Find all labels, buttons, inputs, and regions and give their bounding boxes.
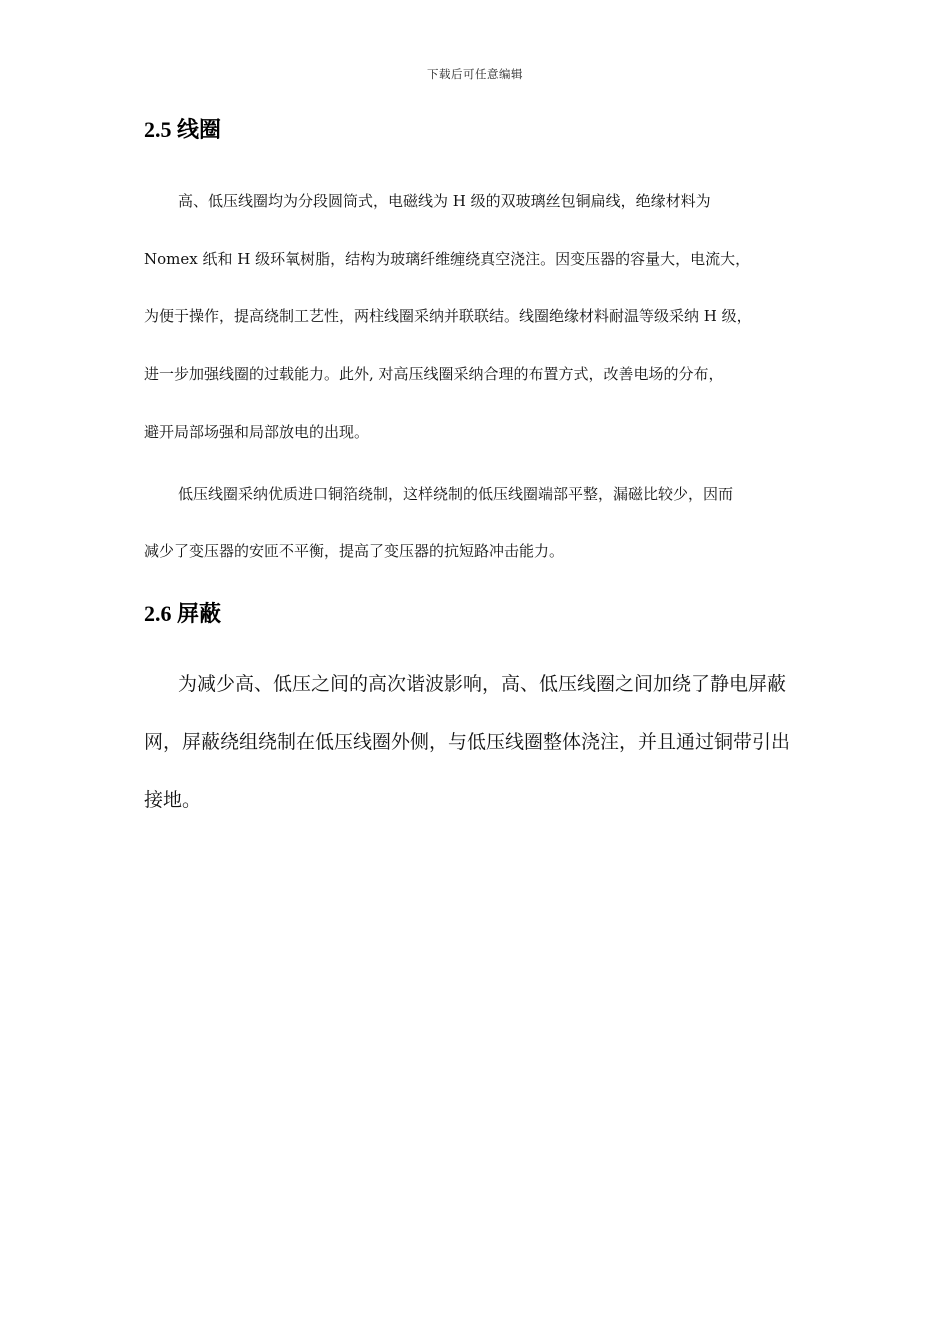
paragraph-line: 接地。 [144,789,202,811]
section-heading-coils: 2.5 线圈 [144,117,222,142]
paragraph-line: 避开局部场强和局部放电的出现。 [144,423,370,441]
paragraph-line: Nomex 纸和 H 级环氧树脂，结构为玻璃纤维缠绕真空浇注。因变压器的容量大，电流大， [144,250,751,268]
section-heading-shielding: 2.6 屏蔽 [144,601,222,626]
paragraph-line: 为便于操作，提高绕制工艺性，两柱线圈采纳并联联结。线圈绝缘材料耐温等级采纳 H 级， [144,307,752,325]
paragraph-line: 高、低压线圈均为分段圆筒式，电磁线为 H 级的双玻璃丝包铜扁线，绝缘材料为 [178,192,711,210]
paragraph-line: 为减少高、低压之间的高次谐波影响，高、低压线圈之间加绕了静电屏蔽 [178,673,787,695]
paragraph-line: 网，屏蔽绕组绕制在低压线圈外侧，与低压线圈整体浇注，并且通过铜带引出 [144,731,791,753]
paragraph-line: 进一步加强线圈的过载能力。此外, 对高压线圈采纳合理的布置方式，改善电场的分布， [144,365,724,383]
page-header: 下载后可任意编辑 [427,67,523,81]
paragraph-line: 低压线圈采纳优质进口铜箔绕制，这样绕制的低压线圈端部平整，漏磁比较少，因而 [178,485,734,503]
paragraph-line: 减少了变压器的安匝不平衡，提高了变压器的抗短路冲击能力。 [144,542,565,560]
